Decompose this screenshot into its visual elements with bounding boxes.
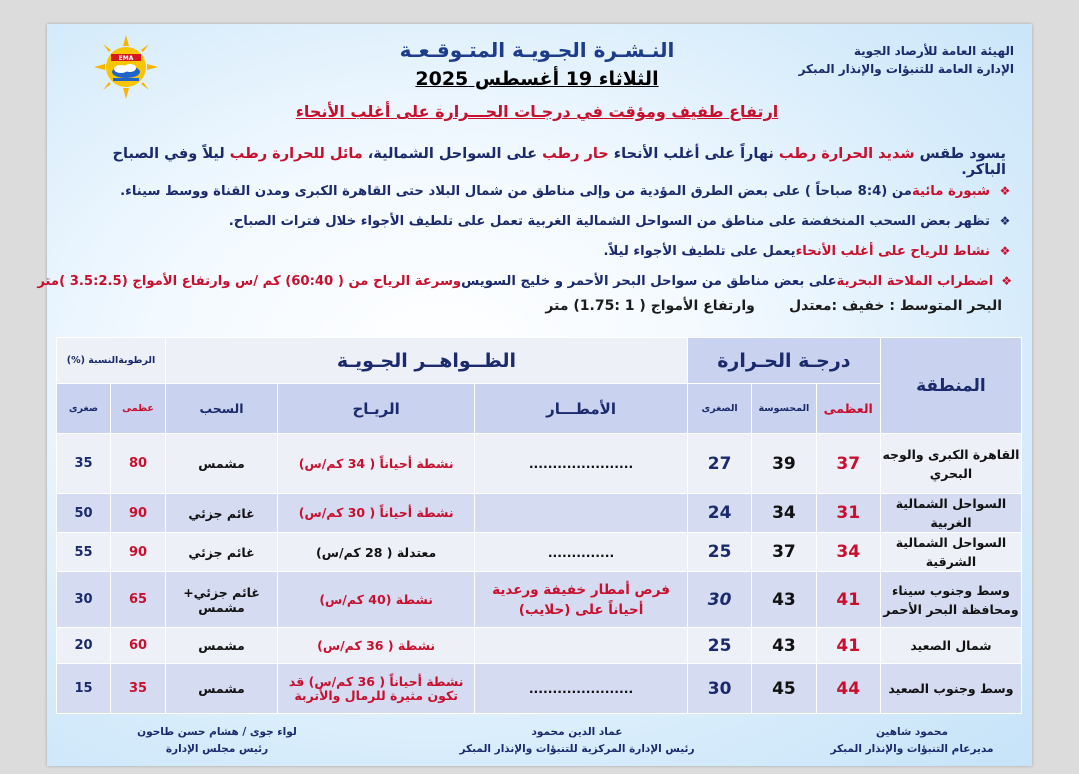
rain-cell: ...................... (475, 434, 688, 494)
feel-temp-cell: 34 (752, 494, 816, 533)
bullet-diamond-icon: ❖ (999, 184, 1011, 198)
min-temp-cell: 30 (687, 664, 751, 714)
hum-max-cell: 90 (111, 533, 166, 572)
bullet-diamond-icon: ❖ (999, 214, 1011, 228)
hum-min-header: صغرى (57, 384, 111, 434)
bullet-text: اضطراب الملاحة البحرية (836, 273, 994, 289)
bullet-text: من (8:4 صباحاً ) على بعض الطرق المؤدية من وإلى مناطق من شمال البلاد حتى القاهرة الكبرى ومدن القناة ووسط سيناء. (120, 183, 912, 199)
table-row (57, 533, 1022, 572)
wind-cell: نشطة ( 36 كم/س) (278, 628, 475, 664)
bulletin-date: الثلاثاء 19 أغسطس 2025 (415, 68, 659, 90)
cloud-cell: مشمس (166, 434, 278, 494)
table-row (57, 494, 1022, 533)
rain-cell: .............. (475, 533, 688, 572)
cloud-cell: غائم جزئي+ مشمس (166, 572, 278, 628)
region-header: المنطقة (880, 338, 1021, 434)
mediterranean-sea-state (302, 298, 1002, 314)
bulletin-page (37, 24, 1032, 766)
cloud-header: السحب (166, 384, 278, 434)
min-temp-cell: 24 (687, 494, 751, 533)
region-cell: السواحل الشمالية الشرقية (880, 533, 1021, 572)
wind-cell: نشطة (40 كم/س) (278, 572, 475, 628)
weather-summary (86, 146, 1006, 178)
signature-1 (812, 724, 1012, 758)
bulletin-headline: ارتفاع طفيف ومؤقت في درجـات الحـــرارة على أغلب الأنحاء (295, 102, 779, 121)
min-temp-cell: 25 (687, 628, 751, 664)
min-temp-cell: 25 (687, 533, 751, 572)
summary-part: نهاراً على أغلب الأنحاء (608, 146, 779, 162)
hum-max-cell: 90 (111, 494, 166, 533)
hum-min-cell: 20 (57, 628, 111, 664)
rain-cell (475, 494, 688, 533)
table-row (57, 434, 1022, 494)
region-cell: وسط وجنوب الصعيد (880, 664, 1021, 714)
signature-title: مديرعام التنبؤات والإنذار المبكر (830, 743, 994, 755)
max-temp-cell: 37 (816, 434, 880, 494)
max-temp-cell: 44 (816, 664, 880, 714)
table-row (57, 664, 1022, 714)
bullet-text: على بعض مناطق من سواحل البحر الأحمر و خليج السويس (461, 273, 837, 289)
signature-name: عماد الدين محمود (531, 726, 623, 738)
signature-name: لواء جوى / هشام حسن طاحون (137, 726, 297, 738)
humidity-header: الرطوبةالنسبة (%) (57, 338, 166, 384)
rain-cell: ...................... (475, 664, 688, 714)
bullet-text: شبورة مائية (911, 183, 990, 199)
org-name: الهيئة العامة للأرصاد الجوية (853, 44, 1014, 58)
summary-part: شديد الحرارة رطب (778, 146, 915, 162)
bullet-item (77, 236, 1012, 266)
ema-sun-cloud-logo (93, 34, 159, 100)
bullet-text: نشاط للرياح على أغلب الأنحاء (795, 243, 990, 259)
wave-height: وارتفاع الأمواج ( 1 :1.75) متر (545, 298, 755, 314)
region-cell: القاهرة الكبرى والوجه البحري (880, 434, 1021, 494)
feel-temp-cell: 39 (752, 434, 816, 494)
phenomena-header: الظــواهــر الجـويـة (166, 338, 688, 384)
logo-text: EMA (118, 55, 134, 62)
hum-min-cell: 50 (57, 494, 111, 533)
summary-part: ليلاً وفي الصباح الباكر. (112, 146, 1006, 178)
hum-min-cell: 30 (57, 572, 111, 628)
region-cell: وسط وجنوب سيناء ومحافظة البحر الأحمر (880, 572, 1021, 628)
cloud-cell: مشمس (166, 628, 278, 664)
cloud-cell: غائم جزئي (166, 533, 278, 572)
feel-temp-cell: 37 (752, 533, 816, 572)
wind-cell: معتدلة ( 28 كم/س) (278, 533, 475, 572)
wind-header: الريـاح (278, 384, 475, 434)
min-temp-cell: 30 (687, 572, 751, 628)
summary-part: مائل للحرارة رطب (229, 146, 363, 162)
hum-min-cell: 35 (57, 434, 111, 494)
hum-min-cell: 55 (57, 533, 111, 572)
bullet-item (37, 266, 1012, 296)
max-temp-cell: 41 (816, 628, 880, 664)
hum-max-header: عظمى (111, 384, 166, 434)
bullet-text: تظهر بعض السحب المنخفضة على مناطق من السواحل الشمالية الغربية تعمل على تلطيف الأجواء خلال فترات الصباح. (228, 213, 990, 229)
max-temp-cell: 41 (816, 572, 880, 628)
wind-cell: نشطة أحياناً ( 34 كم/س) (278, 434, 475, 494)
bullet-item (77, 176, 1012, 206)
summary-part: حار رطب (542, 146, 609, 162)
summary-part: على السواحل الشمالية، (362, 146, 543, 162)
bullet-text: يعمل على تلطيف الأجواء ليلاً. (603, 243, 796, 259)
signature-2 (427, 724, 727, 758)
bullet-item (77, 206, 1012, 236)
bullet-diamond-icon: ❖ (1001, 274, 1012, 288)
table-row (57, 572, 1022, 628)
table-row (57, 628, 1022, 664)
rain-cell: فرص أمطار خفيفة ورعدية أحياناً على (حلايب) (475, 572, 688, 628)
feel-temp-cell: 43 (752, 628, 816, 664)
region-cell: شمال الصعيد (880, 628, 1021, 664)
feel-temp-cell: 43 (752, 572, 816, 628)
max-temp-header: العظمى (816, 384, 880, 434)
bullet-text: وسرعة الرياح من ( 60:40) كم /س وارتفاع الأمواج (3.5:2.5 )متر (37, 273, 462, 289)
bullet-list (37, 176, 1012, 296)
forecast-table (56, 337, 1022, 714)
summary-part: يسود طقس (914, 146, 1006, 162)
cloud-cell: غائم جزئي (166, 494, 278, 533)
rain-cell (475, 628, 688, 664)
rain-header: الأمطـــار (475, 384, 688, 434)
cloud-cell: مشمس (166, 664, 278, 714)
signature-title: رئيس الإدارة المركزية للتنبؤات والإنذار المبكر (459, 743, 695, 755)
hum-max-cell: 65 (111, 572, 166, 628)
hum-max-cell: 35 (111, 664, 166, 714)
sea-state-label: البحر المتوسط : خفيف :معتدل (788, 298, 1002, 314)
signature-name: محمود شاهين (875, 726, 949, 738)
org-department: الإدارة العامة للتنبؤات والإنذار المبكر (798, 62, 1014, 76)
min-temp-cell: 27 (687, 434, 751, 494)
hum-max-cell: 60 (111, 628, 166, 664)
min-temp-header: الصغرى (687, 384, 751, 434)
feel-temp-cell: 45 (752, 664, 816, 714)
organization-header (784, 42, 1014, 78)
region-cell: السواحل الشمالية الغربية (880, 494, 1021, 533)
signature-3 (107, 724, 327, 758)
max-temp-cell: 34 (816, 533, 880, 572)
max-temp-cell: 31 (816, 494, 880, 533)
temperature-header: درجـة الحـرارة (687, 338, 880, 384)
bullet-diamond-icon: ❖ (999, 244, 1011, 258)
signature-title: رئيس مجلس الإدارة (165, 743, 269, 755)
hum-min-cell: 15 (57, 664, 111, 714)
feel-temp-header: المحسوسة (752, 384, 816, 434)
bulletin-title: النـشـرة الجـويـة المتـوقـعـة (399, 38, 675, 62)
wind-cell: نشطة أحياناً ( 36 كم/س) قد تكون مثيرة للرمال والأتربة (278, 664, 475, 714)
wind-cell: نشطة أحياناً ( 30 كم/س) (278, 494, 475, 533)
hum-max-cell: 80 (111, 434, 166, 494)
